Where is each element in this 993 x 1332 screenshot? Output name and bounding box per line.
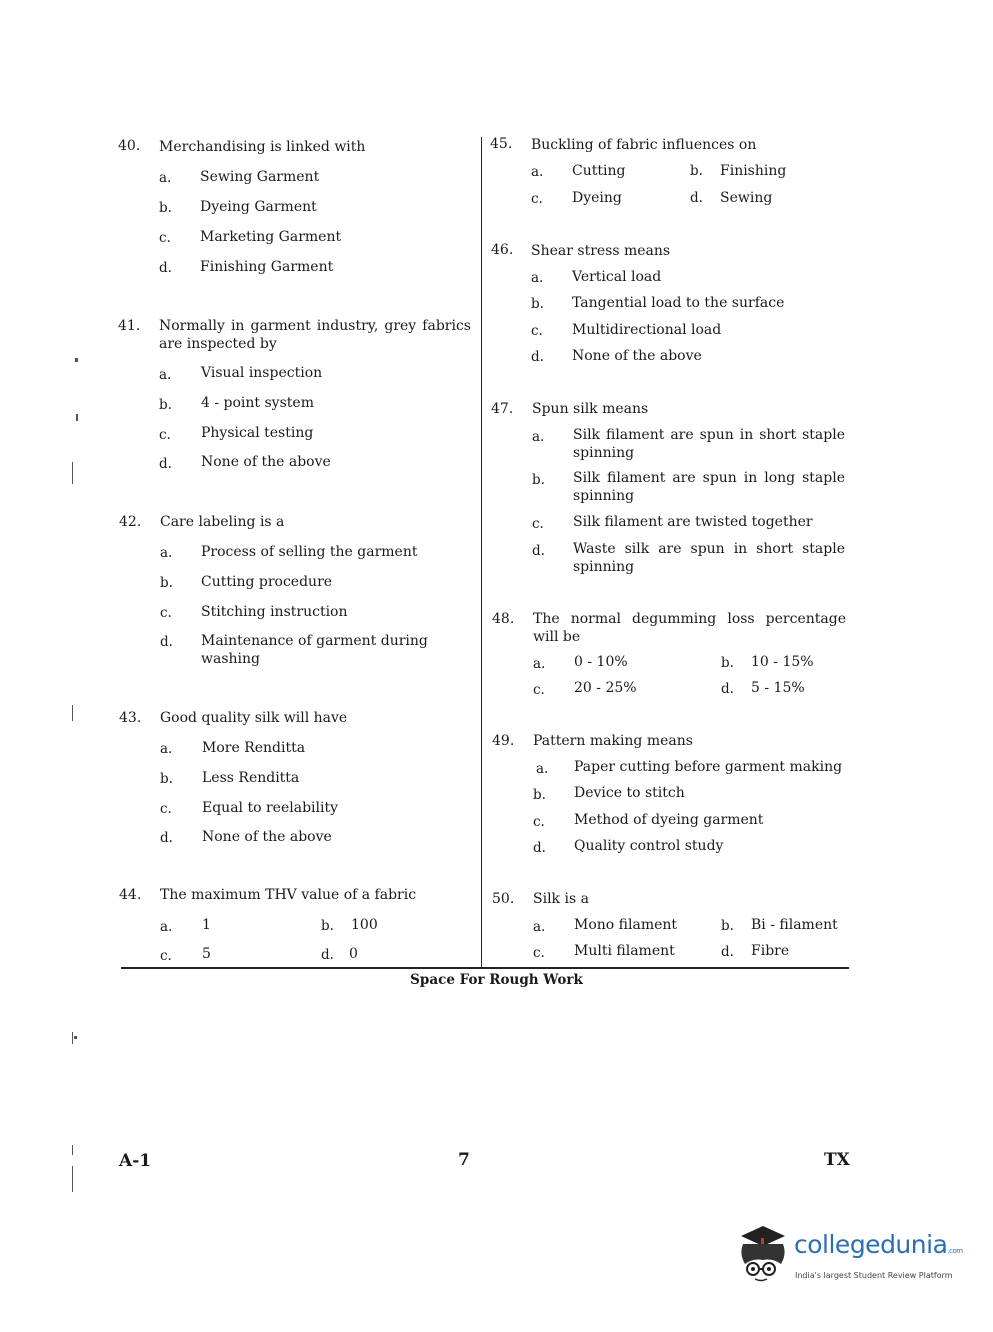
option-label: d.	[721, 681, 734, 697]
option-text: More Renditta	[202, 740, 306, 756]
option-label: c.	[531, 323, 543, 339]
option-text: Cutting procedure	[201, 574, 333, 590]
scan-mark	[75, 358, 78, 362]
bottom-rule	[121, 967, 849, 969]
option-label: c.	[160, 948, 172, 964]
question-number: 46.	[491, 242, 514, 258]
option-label: b.	[532, 472, 545, 488]
option-text: Silk filament are spun in short staple spinning	[573, 427, 845, 461]
option-text: 100	[351, 917, 378, 933]
option-text: Marketing Garment	[200, 229, 342, 245]
option-text: Process of selling the garment	[201, 544, 418, 560]
question-number: 47.	[491, 401, 514, 417]
page-number: 7	[458, 1150, 470, 1170]
question-text: Good quality silk will have	[160, 710, 348, 726]
option-text: Sewing Garment	[200, 169, 320, 185]
option-label: a.	[159, 170, 172, 186]
option-text: Waste silk are spun in short staple spinning	[573, 541, 845, 575]
option-label: d.	[159, 456, 172, 472]
option-label: b.	[533, 787, 546, 803]
option-text: 5 - 15%	[751, 680, 805, 696]
option-label: a.	[531, 270, 544, 286]
question-number: 45.	[490, 136, 513, 152]
option-text: Less Renditta	[202, 770, 300, 786]
option-label: b.	[160, 575, 173, 591]
scan-mark	[74, 1036, 77, 1039]
option-label: a.	[159, 367, 172, 383]
option-label: c.	[533, 945, 545, 961]
option-label: d.	[160, 830, 173, 846]
option-text: 0	[349, 946, 358, 962]
option-text: Equal to reelability	[202, 800, 338, 816]
option-text: Sewing	[720, 190, 773, 206]
logo-name: collegedunia.com	[794, 1230, 963, 1259]
option-text: Fibre	[751, 943, 790, 959]
question-number: 43.	[119, 710, 142, 726]
option-label: b.	[690, 163, 703, 179]
question-text: Spun silk means	[532, 401, 649, 417]
option-text: None of the above	[201, 454, 331, 470]
option-label: a.	[532, 429, 545, 445]
question-text: Buckling of fabric influences on	[531, 137, 757, 153]
option-text: 1	[202, 917, 211, 933]
option-text: Finishing Garment	[200, 259, 334, 275]
question-number: 42.	[119, 514, 142, 530]
option-text: Dyeing	[572, 190, 622, 206]
question-number: 40.	[118, 138, 141, 154]
option-label: d.	[160, 634, 173, 650]
question-number: 48.	[492, 611, 515, 627]
question-text: Care labeling is a	[160, 514, 285, 530]
option-label: a.	[533, 656, 546, 672]
scan-mark	[72, 1032, 73, 1044]
option-text: Multi filament	[574, 943, 675, 959]
option-label: b.	[160, 771, 173, 787]
option-text: Tangential load to the surface	[572, 295, 785, 311]
option-text: Silk filament are spun in long staple spinning	[573, 470, 845, 504]
question-number: 50.	[492, 891, 515, 907]
option-label: b.	[159, 397, 172, 413]
option-label: a.	[533, 919, 546, 935]
option-text: Bi - filament	[751, 917, 838, 933]
option-label: c.	[532, 516, 544, 532]
option-label: c.	[531, 191, 543, 207]
column-divider	[481, 137, 482, 967]
footer-code: A-1	[119, 1151, 152, 1171]
option-text: Silk filament are twisted together	[573, 514, 813, 530]
option-text: Visual inspection	[201, 365, 323, 381]
option-text: Multidirectional load	[572, 322, 722, 338]
option-label: c.	[533, 682, 545, 698]
option-label: c.	[159, 230, 171, 246]
option-text: 20 - 25%	[574, 680, 637, 696]
option-label: d.	[531, 349, 544, 365]
rough-work-label: Space For Rough Work	[410, 972, 583, 988]
option-text: 4 - point system	[201, 395, 314, 411]
option-label: d.	[159, 260, 172, 276]
option-text: Stitching instruction	[201, 604, 348, 620]
question-text: Silk is a	[533, 891, 589, 907]
scan-mark	[72, 705, 73, 721]
option-label: d.	[533, 840, 546, 856]
option-text: 5	[202, 946, 211, 962]
option-text: Method of dyeing garment	[574, 812, 764, 828]
graduate-mascot-icon	[733, 1224, 793, 1284]
option-text: Maintenance of garment during washing	[201, 633, 428, 667]
option-label: d.	[321, 947, 334, 963]
option-label: c.	[159, 427, 171, 443]
option-text: Device to stitch	[574, 785, 685, 801]
option-label: b.	[531, 296, 544, 312]
option-text: Vertical load	[572, 269, 662, 285]
question-text: Merchandising is linked with	[159, 139, 366, 155]
question-text: Pattern making means	[533, 733, 693, 749]
option-label: a.	[160, 545, 173, 561]
option-text: None of the above	[202, 829, 332, 845]
scan-mark	[72, 462, 73, 484]
question-text: Normally in garment industry, grey fabrics are inspected by	[159, 318, 471, 352]
question-text: The maximum THV value of a fabric	[160, 887, 417, 903]
option-label: b.	[159, 200, 172, 216]
option-label: c.	[533, 814, 545, 830]
option-text: 10 - 15%	[751, 654, 814, 670]
collegedunia-logo	[733, 1224, 963, 1284]
option-text: Quality control study	[574, 838, 724, 854]
option-label: c.	[160, 801, 172, 817]
logo-tagline: India's largest Student Review Platform	[795, 1271, 953, 1280]
option-label: d.	[690, 190, 703, 206]
option-text: Finishing	[720, 163, 787, 179]
option-label: a.	[160, 919, 173, 935]
option-text: Cutting	[572, 163, 626, 179]
scan-mark	[72, 1145, 73, 1155]
question-number: 41.	[118, 318, 141, 334]
scan-mark	[72, 1166, 73, 1192]
question-text: The normal degumming loss percentage will be	[533, 611, 846, 645]
option-text: Dyeing Garment	[200, 199, 317, 215]
option-text: Mono filament	[574, 917, 678, 933]
option-text: 0 - 10%	[574, 654, 628, 670]
option-text: Physical testing	[201, 425, 314, 441]
question-text: Shear stress means	[531, 243, 671, 259]
option-label: d.	[721, 944, 734, 960]
footer-subject: TX	[824, 1150, 850, 1170]
option-label: b.	[721, 655, 734, 671]
option-label: a.	[160, 741, 173, 757]
option-label: c.	[160, 605, 172, 621]
option-label: a.	[536, 761, 549, 777]
scan-mark	[76, 414, 78, 421]
option-label: b.	[721, 918, 734, 934]
question-number: 44.	[119, 887, 142, 903]
option-label: d.	[532, 543, 545, 559]
option-text: Paper cutting before garment making	[574, 759, 843, 775]
question-number: 49.	[492, 733, 515, 749]
option-label: b.	[321, 918, 334, 934]
option-label: a.	[531, 164, 544, 180]
option-text: None of the above	[572, 348, 702, 364]
